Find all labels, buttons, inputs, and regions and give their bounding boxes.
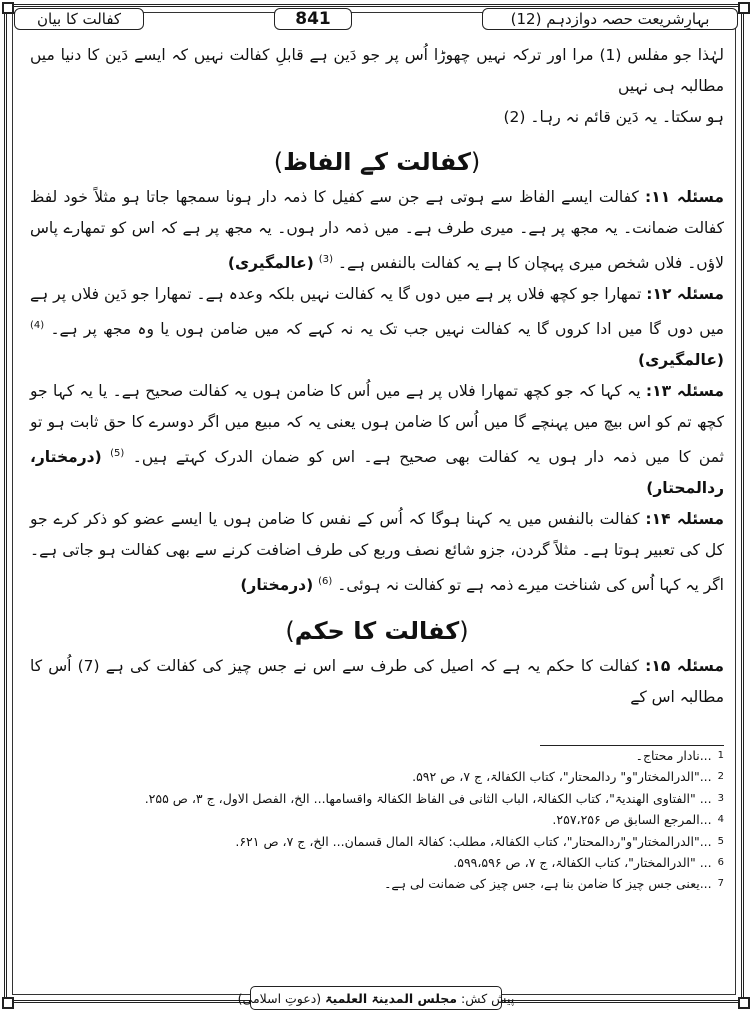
masla-text: کفالت کا حکم یہ ہے کہ اصیل کی طرف سے اس نے جس چیز کی کفالت کی ہے (7) اُس کا مطالبہ اس کے <box>30 656 724 706</box>
masla-label: مسئلہ ۱۴: <box>645 510 724 529</box>
corner-ornament-icon <box>2 2 14 14</box>
book-title: بہارِشریعت حصہ دوازدہم (12) <box>482 8 738 30</box>
source-citation: (درمختار، ردالمحتار) <box>30 448 724 498</box>
source-citation: (عالمگیری) <box>227 254 314 273</box>
masla-text: کفالت بالنفس میں یہ کہنا ہوگا کہ اُس کے نفس کا ضامن ہوں یا ایسے عضو کو ذکر کرے جو کل کی تعبیر ہوتا ہے۔ مثلاً گردن، جزو شائع نصف وربع کی طرف اضافت کرنے سے بھی کفالت ہو جاتی ہے۔ اگر یہ کہا اُس کی شناخت میرے ذمہ ہے تو کفالت نہ ہوئی۔ <box>30 510 724 595</box>
footnote-item <box>30 766 724 787</box>
masla-label: مسئلہ ۱۵: <box>645 656 724 675</box>
masla-label: مسئلہ ۱۱: <box>645 188 724 206</box>
footnote-text: ...یعنی جس چیز کا ضامن بنا ہے، جس چیز کی ضمانت لی ہے۔ <box>384 876 712 892</box>
footnote-text: ... "الفتاوی الھندیۃ"، کتاب الکفالۃ، الباب الثانی فی الفاظ الکفالۃ واقسامھا... الخ، الفصل الاول، ج ۳، ص ۲۵۵. <box>144 790 712 806</box>
footnote-number: 6 <box>717 857 724 869</box>
footnote-item <box>30 745 724 766</box>
corner-ornament-icon <box>738 2 750 14</box>
masla-text: تمھارا جو کچھ فلاں پر ہے میں دوں گا یہ کفالت نہیں بلکہ وعدہ ہے۔ تمھارا جو دَین فلاں پر ہے میں دوں گا میں ادا کروں گا یہ کفالت نہیں جب تک یہ نہ کہے کہ میں ضامن ہوں یا وہ مجھ پر ہے۔ <box>30 285 724 339</box>
publisher-name: مجلس المدینۃ العلمیۃ <box>325 990 458 1006</box>
chapter-title: کفالت کا بیان <box>14 8 144 30</box>
section-heading: (کفالت کے الفاظ) <box>273 148 481 176</box>
masla-label: مسئلہ ۱۳: <box>645 382 724 401</box>
footnote-item <box>30 809 724 830</box>
footnote-number: 3 <box>717 792 724 804</box>
footnote-item <box>30 852 724 873</box>
footnotes <box>30 745 724 895</box>
footnote-item <box>30 831 724 852</box>
footnote-item <box>30 873 724 894</box>
page-number: 841 <box>274 8 352 30</box>
footnote-number: 2 <box>717 771 724 783</box>
corner-ornament-icon <box>738 997 750 1009</box>
main-text <box>30 40 724 713</box>
footnote-number: 4 <box>717 814 724 826</box>
corner-ornament-icon <box>2 997 14 1009</box>
footnote-ref[interactable]: (5) <box>110 448 125 460</box>
masla-label: مسئلہ ۱۲: <box>646 285 724 304</box>
publisher-suffix: (دعوتِ اسلامی) <box>237 990 322 1006</box>
masla-text: کفالت ایسے الفاظ سے ہوتی ہے جن سے کفیل کا ذمہ دار ہونا سمجھا جاتا ہو مثلاً خود لفظ کفالت ضمانت۔ یہ مجھ پر ہے۔ میری طرف ہے۔ میں ذمہ دار ہوں۔ یہ مجھ پر ہے کہ اس کو تمھارے پاس لاؤں۔ فلاں شخص میری پہچان کا ہے یہ کفالت بالنفس ہے۔ <box>30 188 724 273</box>
footnote-number: 7 <box>717 878 724 890</box>
footnote-text: ...المرجع السابق ص ۲۵۷،۲۵۶. <box>552 812 712 828</box>
footnote-ref[interactable]: (4) <box>30 320 45 332</box>
source-citation: (درمختار) <box>240 576 314 595</box>
footnote-text: ..."الدرالمختار"و" ردالمحتار"، کتاب الکفالۃ، ج ۷، ص ۵۹۲. <box>412 769 712 785</box>
page-header <box>14 6 738 32</box>
page-footer <box>237 986 515 1010</box>
masla-text: یہ کہا کہ جو کچھ تمھارا فلاں پر ہے میں اُس کا ضامن ہوں یہ کفالت صحیح ہے۔ یا یہ کہا جو کچھ تم کو اس بیچ میں پہنچے گا میں اُس کا ضامن ہوں یعنی یہ کہ مبیع میں اگر دوسرے کا حق ثابت ہو تو ثمن کا میں ذمہ دار ہوں یہ کفالت بھی صحیح ہے۔ اس کو ضمان الدرک کہتے ہیں۔ <box>30 382 724 467</box>
footnote-item <box>30 788 724 809</box>
masla-paragraph <box>30 279 724 376</box>
source-citation: (عالمگیری) <box>638 351 724 370</box>
section-title: کفالت کے الفاظ <box>283 148 471 176</box>
footnote-number: 5 <box>717 835 724 847</box>
masla-paragraph <box>30 376 724 504</box>
intro-line: ہو سکتا۔ یہ دَین قائم نہ رہا۔ (2) <box>503 108 724 126</box>
masla-paragraph <box>30 504 724 601</box>
footnote-ref[interactable]: (3) <box>318 254 333 265</box>
footnote-text: ..."الدرالمختار"و"ردالمحتار"، کتاب الکفالۃ، مطلب: کفالۃ المال قسمان... الخ، ج ۷، ص ۶۲۱. <box>235 833 712 849</box>
footnote-ref[interactable]: (6) <box>318 576 333 588</box>
section-title: کفالت کا حکم <box>294 616 460 645</box>
masla-paragraph <box>30 651 724 713</box>
footnote-text: ...نادار محتاج۔ <box>635 748 712 763</box>
masla-paragraph <box>30 182 724 279</box>
footnote-number: 1 <box>717 750 724 761</box>
section-heading: (کفالت کا حکم) <box>285 616 469 645</box>
intro-line: لہٰذا جو مفلس (1) مرا اور ترکہ نہیں چھوڑا اُس پر جو دَین ہے قابلِ کفالت نہیں کہ ایسے دَین کا دنیا میں مطالبہ ہی نہیں <box>30 46 724 95</box>
footnote-text: ... "الدرالمختار"، کتاب الکفالۃ، ج ۷، ص ۵۹۹،۵۹۶. <box>453 855 712 871</box>
footer-prefix: پیش کش: <box>461 990 515 1006</box>
